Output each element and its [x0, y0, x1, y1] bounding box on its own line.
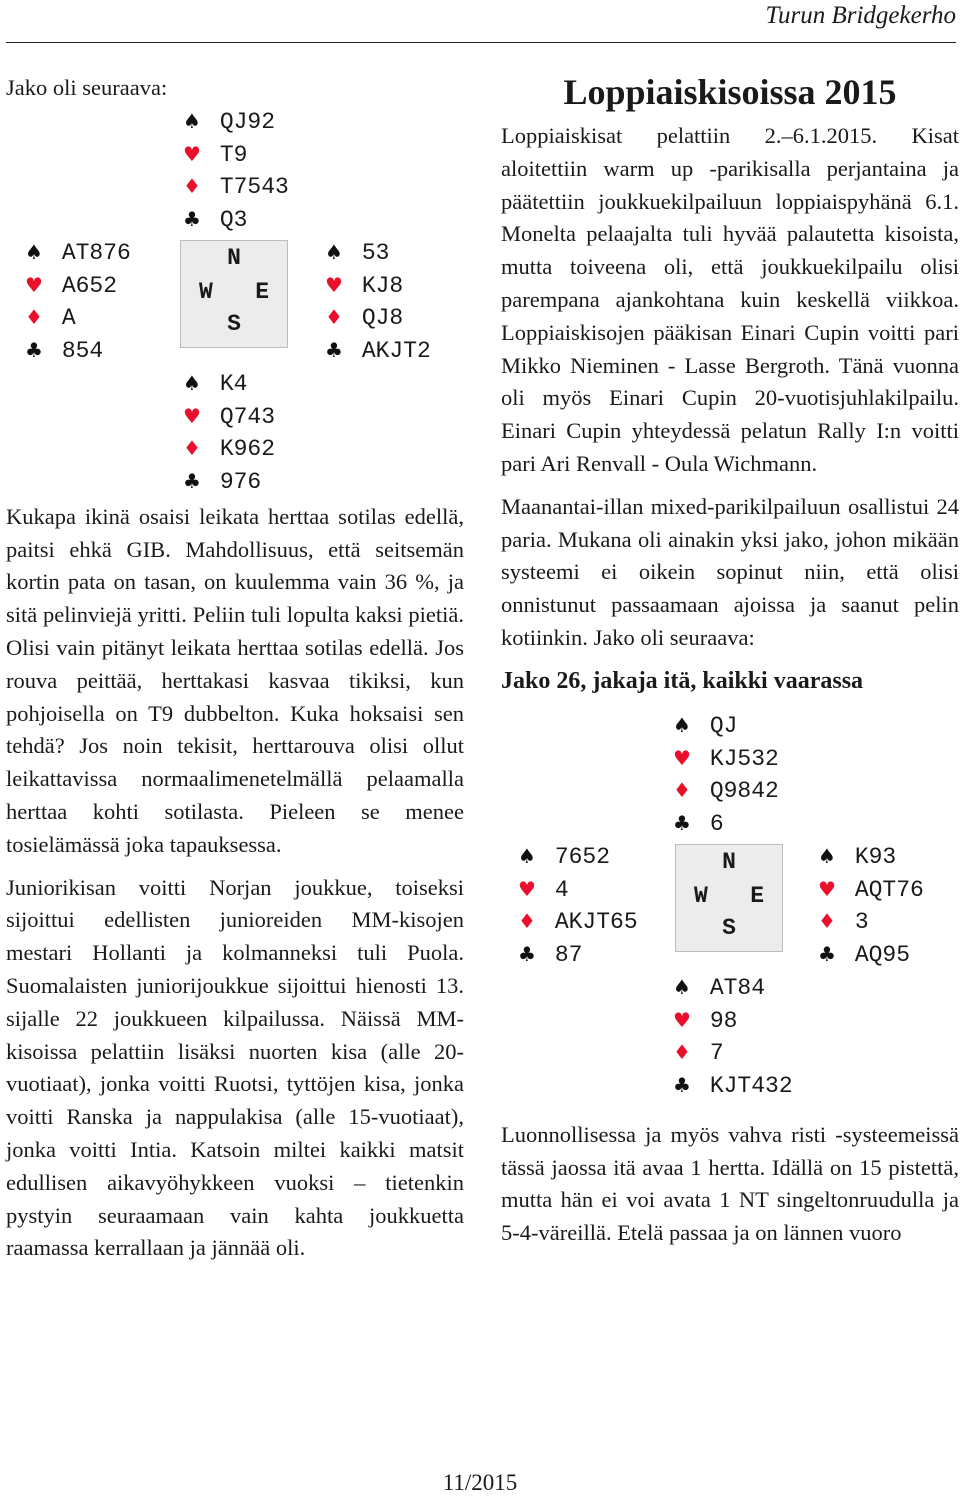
body-paragraph: Loppiaiskisat pelattiin 2.–6.1.2015. Kisat aloitettiin warm up -parikisalla perjantaina ja päätettiin joukkuekilpailuun loppiaispyhänä 6.1. Monelta pelaajalta tuli hyvää palautetta kisoista, mutta toiveena oli, että joukkuekilpailu olisi parempana ajankohtana kuin keskellä viikkoa. Loppiaiskisojen pääkisan Einari Cupin voitti pari Mikko Nieminen - Lasse Bergroth. Tänä vuonna oli myös Einari Cupin 20-vuotisjuhlakilpailu. Einari Cupin yhteydessä pelatun Rally I:n voitti pari Ari Renvall - Oula Wichmann. — [501, 123, 959, 476]
east-clubs: ♣ AKJT2 — [320, 334, 431, 367]
north-spades: ♠ QJ — [668, 709, 779, 742]
north-hand — [178, 105, 289, 236]
diamond-icon: ♦ — [183, 436, 201, 461]
west-diamonds: ♦ AKJT65 — [513, 905, 638, 938]
diamond-icon: ♦ — [518, 909, 536, 934]
club-icon: ♣ — [818, 942, 836, 967]
heart-icon: ♥ — [325, 272, 343, 297]
compass-west: W — [199, 278, 213, 305]
north-clubs: ♣ 6 — [668, 807, 779, 840]
right-column — [501, 70, 959, 1250]
west-diamonds: ♦ A — [20, 301, 131, 334]
west-hearts: ♥ 4 — [513, 873, 638, 906]
east-hearts: ♥ KJ8 — [320, 269, 431, 302]
south-diamonds: ♦ K962 — [178, 432, 275, 465]
diamond-icon: ♦ — [673, 778, 691, 803]
east-hand — [813, 840, 924, 971]
west-spades: ♠ 7652 — [513, 840, 638, 873]
club-icon: ♣ — [518, 942, 536, 967]
spade-icon: ♠ — [818, 843, 836, 868]
north-diamonds: ♦ Q9842 — [668, 774, 779, 807]
spade-icon: ♠ — [673, 974, 691, 999]
deal-diagram-2 — [501, 709, 959, 1119]
east-diamonds: ♦ QJ8 — [320, 301, 431, 334]
club-icon: ♣ — [25, 338, 43, 363]
west-clubs: ♣ 854 — [20, 334, 131, 367]
heart-icon: ♥ — [25, 272, 43, 297]
body-paragraph: Kukapa ikinä osaisi leikata herttaa sotilas edellä, paitsi ehkä GIB. Mahdollisuus, että seitsemän kortin pata on tasan, on kuulemma vain 36 %, ja sitä pelinviejä yritti. Peliin tuli lopulta kaksi pietiä. Olisi vain pitänyt leikata herttaa sotilas edellä. Jos rouva peittää, herttakasi kasvaa tikiksi, kun pohjoisella on T9 dubbelton. Kuka hoksaisi sen tehdä? Jos noin tekisit, herttarouva olisi ollut leikattavissa normaalimenetelmällä pelaamalla herttaa kohti sotilasta. Pieleen se menee tosielämässä joka tapauksessa. — [6, 503, 464, 857]
north-clubs: ♣ Q3 — [178, 203, 289, 236]
north-diamonds: ♦ T7543 — [178, 170, 289, 203]
north-hearts: ♥ KJ532 — [668, 742, 779, 775]
east-clubs: ♣ AQ95 — [813, 938, 924, 971]
article-title: Loppiaiskisoissa 2015 — [563, 72, 897, 112]
south-spades: ♠ K4 — [178, 367, 275, 400]
north-hand — [668, 709, 779, 840]
body-paragraph: Juniorikisan voitti Norjan joukkue, toiseksi sijoittui edellisten junioreiden MM-kisojen mestari Hollanti ja kolmanneksi tuli Puola. Suomalaisten juniorijoukkue sijoittui hienosti 13. sijalle 22 joukkueen kilpailussa. Näissä MM-kisoissa pelattiin lisäksi nuorten kisa (alle 20-vuotiaat), jonka voitti Ruotsi, tyttöjen kisa, jonka voitti Ranska ja nappulakisa (alle 15-vuotiaat), jonka voitti Intia. Katsoin miltei kaikki matsit edullisen aikavyöhykkeen vuoksi – tietenkin pystyin seuraamaan vain kahta joukkuetta raamassa kerrallaan ja jännää oli. — [6, 874, 464, 1261]
deal-heading: Jako 26, jakaja itä, kaikki vaarassa — [501, 667, 864, 694]
heart-icon: ♥ — [518, 876, 536, 901]
east-spades: ♠ 53 — [320, 236, 431, 269]
body-paragraph: Maanantai-illan mixed-parikilpailuun osallistui 24 paria. Mukana oli ainakin yksi jako, johon mikään systeemi ei oikein sopinut niin, että olisi onnistunut passaamaan ajoissa ja saanut pelin kotiinkin. Jako oli seuraava: — [501, 493, 959, 650]
west-hand — [513, 840, 638, 971]
west-spades: ♠ AT876 — [20, 236, 131, 269]
east-hearts: ♥ AQT76 — [813, 873, 924, 906]
compass-west: W — [694, 882, 708, 909]
north-hearts: ♥ T9 — [178, 138, 289, 171]
compass-north: N — [227, 244, 241, 271]
heart-icon: ♥ — [183, 403, 201, 428]
spade-icon: ♠ — [183, 370, 201, 395]
club-icon: ♣ — [183, 469, 201, 494]
compass-east: E — [255, 278, 269, 305]
diamond-icon: ♦ — [325, 305, 343, 330]
diamond-icon: ♦ — [183, 174, 201, 199]
south-hearts: ♥ 98 — [668, 1004, 793, 1037]
compass-box — [675, 844, 783, 952]
compass-south: S — [722, 914, 736, 941]
compass-east: E — [750, 882, 764, 909]
spade-icon: ♠ — [673, 712, 691, 737]
heart-icon: ♥ — [673, 745, 691, 770]
diamond-icon: ♦ — [818, 909, 836, 934]
spade-icon: ♠ — [518, 843, 536, 868]
intro-text: Jako oli seuraava: — [6, 75, 168, 100]
north-spades: ♠ QJ92 — [178, 105, 289, 138]
club-icon: ♣ — [673, 1073, 691, 1098]
diamond-icon: ♦ — [673, 1040, 691, 1065]
east-diamonds: ♦ 3 — [813, 905, 924, 938]
south-clubs: ♣ 976 — [178, 465, 275, 498]
club-icon: ♣ — [673, 811, 691, 836]
east-hand — [320, 236, 431, 367]
south-diamonds: ♦ 7 — [668, 1036, 793, 1069]
west-clubs: ♣ 87 — [513, 938, 638, 971]
deal-diagram-1 — [6, 105, 464, 501]
heart-icon: ♥ — [183, 141, 201, 166]
body-paragraph: Luonnollisessa ja myös vahva risti -systeemeissä tässä jaossa itä avaa 1 hertta. Idällä on 15 pistettä, mutta hän ei voi avata 1 NT singeltonruudulla ja 5-4-väreillä. Etelä passaa ja on lännen vuoro — [501, 1121, 959, 1246]
header-divider — [6, 42, 956, 43]
spade-icon: ♠ — [183, 108, 201, 133]
compass-box — [180, 240, 288, 348]
spade-icon: ♠ — [25, 239, 43, 264]
south-hand — [668, 971, 793, 1102]
south-hand — [178, 367, 275, 498]
publication-header: Turun Bridgekerho — [765, 2, 956, 29]
club-icon: ♣ — [183, 207, 201, 232]
west-hand — [20, 236, 131, 367]
east-spades: ♠ K93 — [813, 840, 924, 873]
page-number: 11/2015 — [442, 1470, 518, 1495]
heart-icon: ♥ — [818, 876, 836, 901]
heart-icon: ♥ — [673, 1007, 691, 1032]
compass-north: N — [722, 848, 736, 875]
west-hearts: ♥ A652 — [20, 269, 131, 302]
club-icon: ♣ — [325, 338, 343, 363]
south-spades: ♠ AT84 — [668, 971, 793, 1004]
left-column — [6, 72, 464, 1265]
diamond-icon: ♦ — [25, 305, 43, 330]
spade-icon: ♠ — [325, 239, 343, 264]
south-clubs: ♣ KJT432 — [668, 1069, 793, 1102]
compass-south: S — [227, 310, 241, 337]
south-hearts: ♥ Q743 — [178, 400, 275, 433]
